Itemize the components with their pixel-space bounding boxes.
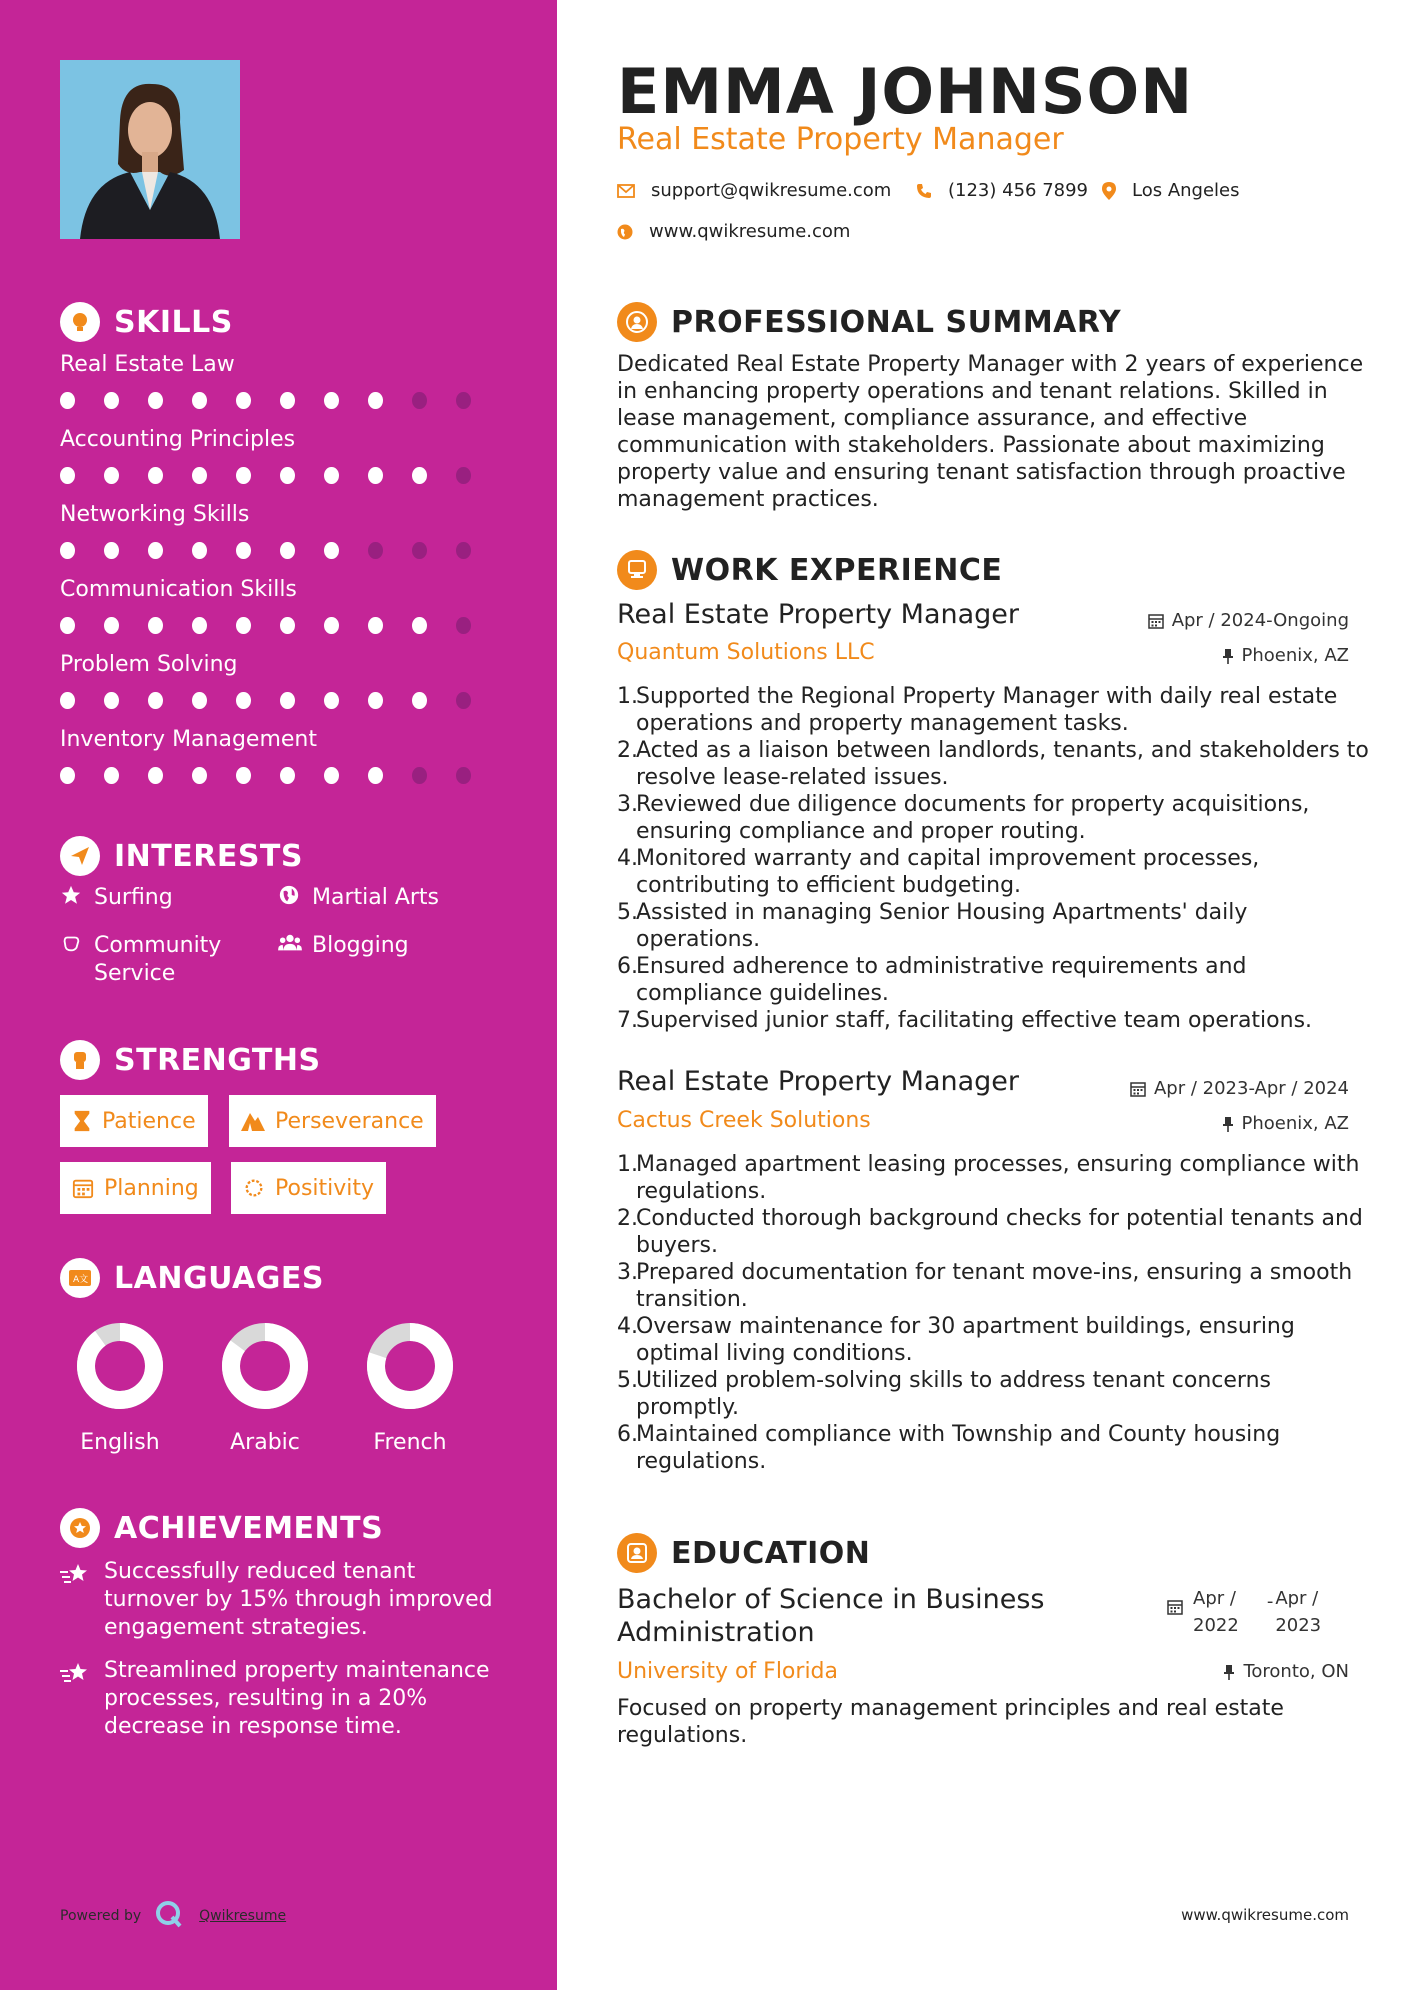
interest-item (278, 884, 439, 913)
rating-dot (412, 467, 427, 484)
rating-dot (324, 617, 339, 634)
rating-dot (192, 767, 207, 784)
rating-dot (148, 542, 163, 559)
skill-rating (60, 467, 500, 484)
user-icon (617, 302, 657, 342)
users-icon (278, 932, 302, 961)
skill-name: Real Estate Law (60, 352, 235, 377)
graduate-icon (617, 1533, 657, 1573)
strength-badge (231, 1162, 386, 1214)
achievements-title: ACHIEVEMENTS (114, 1510, 384, 1546)
lightbulb-icon (60, 302, 100, 342)
rating-dot (324, 467, 339, 484)
rating-dot (368, 692, 383, 709)
rating-dot (192, 617, 207, 634)
interest-label: Blogging (312, 933, 409, 958)
rating-dot (60, 767, 75, 784)
rating-dot (236, 467, 251, 484)
candidate-name: EMMA JOHNSON (617, 55, 1194, 128)
job-location (1222, 645, 1350, 666)
strength-label: Perseverance (275, 1108, 424, 1134)
shooting-star-icon (60, 1558, 92, 1642)
rating-dot (104, 542, 119, 559)
education-title: EDUCATION (671, 1535, 871, 1571)
interests-heading (60, 836, 303, 876)
skill-rating (60, 392, 500, 409)
summary-title: PROFESSIONAL SUMMARY (671, 304, 1122, 340)
rating-dot (60, 617, 75, 634)
list-item: 5. Assisted in managing Senior Housing Apartments' daily operations. (617, 900, 1248, 952)
contact-location (1102, 180, 1240, 201)
school-name: University of Florida (617, 1659, 838, 1684)
summary-text: Dedicated Real Estate Property Manager with 2 years of experience in enhancing property operations and tenant relations. Skilled in lease management, compliance assurance, and effective communication with stakeholders. Passionate about maximizing property value and ensuring tenant satisfaction through proactive management practices. (617, 352, 1364, 512)
rating-dot (280, 467, 295, 484)
list-item: 1. Managed apartment leasing processes, ensuring compliance with regulations. (617, 1152, 1360, 1204)
rating-dot (280, 617, 295, 634)
interest-label: Surfing (94, 885, 173, 910)
skill-rating (60, 692, 500, 709)
rating-dot (324, 692, 339, 709)
location-text: Phoenix, AZ (1241, 1113, 1349, 1134)
rating-dot (368, 767, 383, 784)
footer-url[interactable]: www.qwikresume.com (1181, 1906, 1349, 1924)
pushpin-icon (1222, 1116, 1234, 1132)
profile-photo (60, 60, 240, 239)
qwikresume-link[interactable]: Qwikresume (199, 1908, 287, 1924)
language-name: English (80, 1430, 160, 1455)
company-name: Cactus Creek Solutions (617, 1108, 871, 1133)
rating-dot (412, 767, 427, 784)
rating-dot (456, 767, 471, 784)
skill-item (60, 500, 500, 559)
job-bullets (617, 1151, 1377, 1475)
skills-title: SKILLS (114, 304, 233, 340)
dates-text: Apr / 2023-Apr / 2024 (1153, 1078, 1349, 1099)
rating-dot (104, 467, 119, 484)
interest-item (278, 932, 409, 961)
fist-icon (60, 1040, 100, 1080)
location-text: Los Angeles (1132, 180, 1240, 201)
strength-label: Planning (104, 1175, 199, 1201)
pushpin-icon (1223, 1664, 1235, 1680)
list-item: 5. Utilized problem-solving skills to address tenant concerns promptly. (617, 1368, 1271, 1420)
list-item: 7. Supervised junior staff, facilitating effective team operations. (617, 1008, 1313, 1033)
skill-rating (60, 767, 500, 784)
candidate-role: Real Estate Property Manager (617, 122, 1064, 157)
rating-dot (60, 542, 75, 559)
mountain-icon (241, 1111, 265, 1131)
rating-dot (280, 542, 295, 559)
rating-dot (104, 692, 119, 709)
achievement-text: Successfully reduced tenant turnover by 15% through improved engagement strategies. (104, 1559, 493, 1640)
hourglass-icon (72, 1110, 92, 1132)
language-ring (221, 1322, 309, 1410)
list-item: 6. Ensured adherence to administrative requirements and compliance guidelines. (617, 954, 1247, 1006)
interest-item (60, 884, 173, 913)
rating-dot (412, 542, 427, 559)
rating-dot (104, 617, 119, 634)
star-badge-icon (60, 1508, 100, 1548)
rating-dot (324, 767, 339, 784)
list-item: 2. Conducted thorough background checks for potential tenants and buyers. (617, 1206, 1363, 1258)
education-dates (1167, 1585, 1321, 1639)
interest-label: Martial Arts (312, 885, 440, 910)
language-ring (366, 1322, 454, 1410)
language-ring (76, 1322, 164, 1410)
website-text: www.qwikresume.com (649, 221, 851, 242)
education-location (1223, 1661, 1349, 1682)
rating-dot (60, 467, 75, 484)
skill-item (60, 425, 500, 484)
skill-name: Problem Solving (60, 652, 238, 677)
rating-dot (368, 392, 383, 409)
languages-title: LANGUAGES (114, 1260, 324, 1296)
rating-dot (280, 692, 295, 709)
rating-dot (368, 542, 383, 559)
list-item: 1. Supported the Regional Property Manager with daily real estate operations and property management tasks. (617, 684, 1338, 736)
email-text: support@qwikresume.com (651, 180, 892, 201)
rating-dot (324, 542, 339, 559)
rating-dot (192, 467, 207, 484)
list-item: 6. Maintained compliance with Township and County housing regulations. (617, 1422, 1281, 1474)
education-heading (617, 1532, 870, 1574)
rating-dot (456, 692, 471, 709)
skill-name: Accounting Principles (60, 427, 296, 452)
skill-name: Communication Skills (60, 577, 297, 602)
phone-icon (916, 183, 932, 199)
list-item: 3. Reviewed due diligence documents for property acquisitions, ensuring compliance and proper routing. (617, 792, 1310, 844)
achievement-text: Streamlined property maintenance processes, resulting in a 20% decrease in response time. (104, 1658, 490, 1739)
job-title: Real Estate Property Manager (617, 1066, 1020, 1097)
language-name: French (373, 1430, 447, 1455)
dates-text: Apr / 2024-Ongoing (1171, 610, 1349, 631)
job-title: Real Estate Property Manager (617, 599, 1020, 630)
rating-dot (280, 767, 295, 784)
interest-item (60, 932, 260, 988)
rating-dot (456, 542, 471, 559)
skill-item (60, 350, 500, 409)
job-dates (1130, 1078, 1349, 1099)
powered-by (60, 1900, 286, 1932)
rating-dot (412, 617, 427, 634)
envelope-icon (617, 184, 635, 198)
rating-dot (148, 767, 163, 784)
list-item: 2. Acted as a liaison between landlords, tenants, and stakeholders to resolve lease-related issues. (617, 738, 1369, 790)
rating-dot (456, 467, 471, 484)
list-item: 3. Prepared documentation for tenant move-ins, ensuring a smooth transition. (617, 1260, 1353, 1312)
strengths-heading (60, 1040, 321, 1080)
degree-title: Bachelor of Science in Business Administration (617, 1584, 1045, 1648)
map-pin-icon (1102, 182, 1116, 200)
rating-dot (104, 767, 119, 784)
phone-text: (123) 456 7899 (948, 180, 1089, 201)
contact-email[interactable] (617, 180, 891, 201)
rating-dot (148, 467, 163, 484)
powered-by-label: Powered by (60, 1908, 142, 1924)
location-text: Phoenix, AZ (1241, 645, 1349, 666)
strength-badge (60, 1095, 208, 1147)
languages-heading (60, 1258, 324, 1298)
strengths-title: STRENGTHS (114, 1042, 321, 1078)
skill-item (60, 575, 500, 634)
skill-rating (60, 542, 500, 559)
rating-dot (236, 767, 251, 784)
language-item (350, 1322, 470, 1455)
education-description: Focused on property management principles and real estate regulations. (617, 1696, 1284, 1748)
briefcase-icon (617, 550, 657, 590)
globe-icon (278, 884, 302, 913)
rating-dot (148, 617, 163, 634)
date-separator: - (1266, 1591, 1274, 1612)
skill-item (60, 725, 500, 784)
shooting-star-icon (60, 1657, 92, 1741)
interest-label: Community Service (94, 933, 222, 986)
strength-badge (229, 1095, 436, 1147)
interests-title: INTERESTS (114, 838, 303, 874)
rating-dot (148, 692, 163, 709)
strength-label: Positivity (275, 1175, 375, 1201)
rating-dot (236, 392, 251, 409)
calendar-icon (1167, 1599, 1183, 1639)
hand-icon (60, 932, 84, 988)
pushpin-icon (1222, 648, 1234, 664)
language-name: Arabic (230, 1430, 300, 1455)
summary-heading (617, 301, 1121, 343)
rating-dot (192, 692, 207, 709)
rating-dot (368, 617, 383, 634)
main-content (557, 0, 1407, 1990)
calendar-icon (72, 1177, 94, 1199)
achievement-item (60, 1657, 500, 1741)
rating-dot (236, 617, 251, 634)
list-item: 4. Monitored warranty and capital improvement processes, contributing to efficient budgeting. (617, 846, 1260, 898)
language-icon (60, 1258, 100, 1298)
paper-plane-icon (60, 836, 100, 876)
globe-icon (617, 224, 633, 240)
rating-dot (280, 392, 295, 409)
rating-dot (324, 392, 339, 409)
job-bullets (617, 683, 1377, 1034)
job-dates (1148, 610, 1349, 631)
svg-text:A文: A文 (73, 1275, 89, 1285)
rating-dot (412, 692, 427, 709)
language-item (205, 1322, 325, 1455)
rating-dot (192, 392, 207, 409)
skill-item (60, 650, 500, 709)
rating-dot (236, 692, 251, 709)
experience-heading (617, 549, 1002, 591)
rating-dot (148, 392, 163, 409)
skill-rating (60, 617, 500, 634)
achievement-item (60, 1558, 500, 1642)
rating-dot (60, 392, 75, 409)
location-text: Toronto, ON (1243, 1661, 1349, 1682)
calendar-icon (1130, 1081, 1146, 1097)
skill-name: Inventory Management (60, 727, 317, 752)
rating-dot (104, 392, 119, 409)
contact-phone[interactable] (916, 180, 1088, 201)
star-icon (60, 884, 84, 913)
experience-title: WORK EXPERIENCE (671, 552, 1003, 588)
rating-dot (456, 617, 471, 634)
rating-dot (456, 392, 471, 409)
rating-dot (412, 392, 427, 409)
ring-fill (86, 1332, 154, 1400)
strength-label: Patience (102, 1108, 196, 1134)
company-name: Quantum Solutions LLC (617, 640, 875, 665)
rating-dot (60, 692, 75, 709)
calendar-icon (1148, 613, 1164, 629)
job-location (1222, 1113, 1350, 1134)
sidebar (0, 0, 557, 1990)
rating-dot (192, 542, 207, 559)
rating-dot (236, 542, 251, 559)
achievements-heading (60, 1508, 383, 1548)
skill-name: Networking Skills (60, 502, 250, 527)
rating-dot (368, 467, 383, 484)
end-date: Apr / 2023 (1275, 1588, 1322, 1636)
contact-website[interactable] (617, 221, 850, 242)
list-item: 4. Oversaw maintenance for 30 apartment buildings, ensuring optimal living conditions. (617, 1314, 1295, 1366)
qwikresume-logo-icon (155, 1900, 183, 1932)
start-date: Apr / 2022 (1193, 1588, 1239, 1636)
language-item (60, 1322, 180, 1455)
sun-icon (243, 1177, 265, 1199)
strength-badge (60, 1162, 211, 1214)
skills-heading (60, 302, 233, 342)
